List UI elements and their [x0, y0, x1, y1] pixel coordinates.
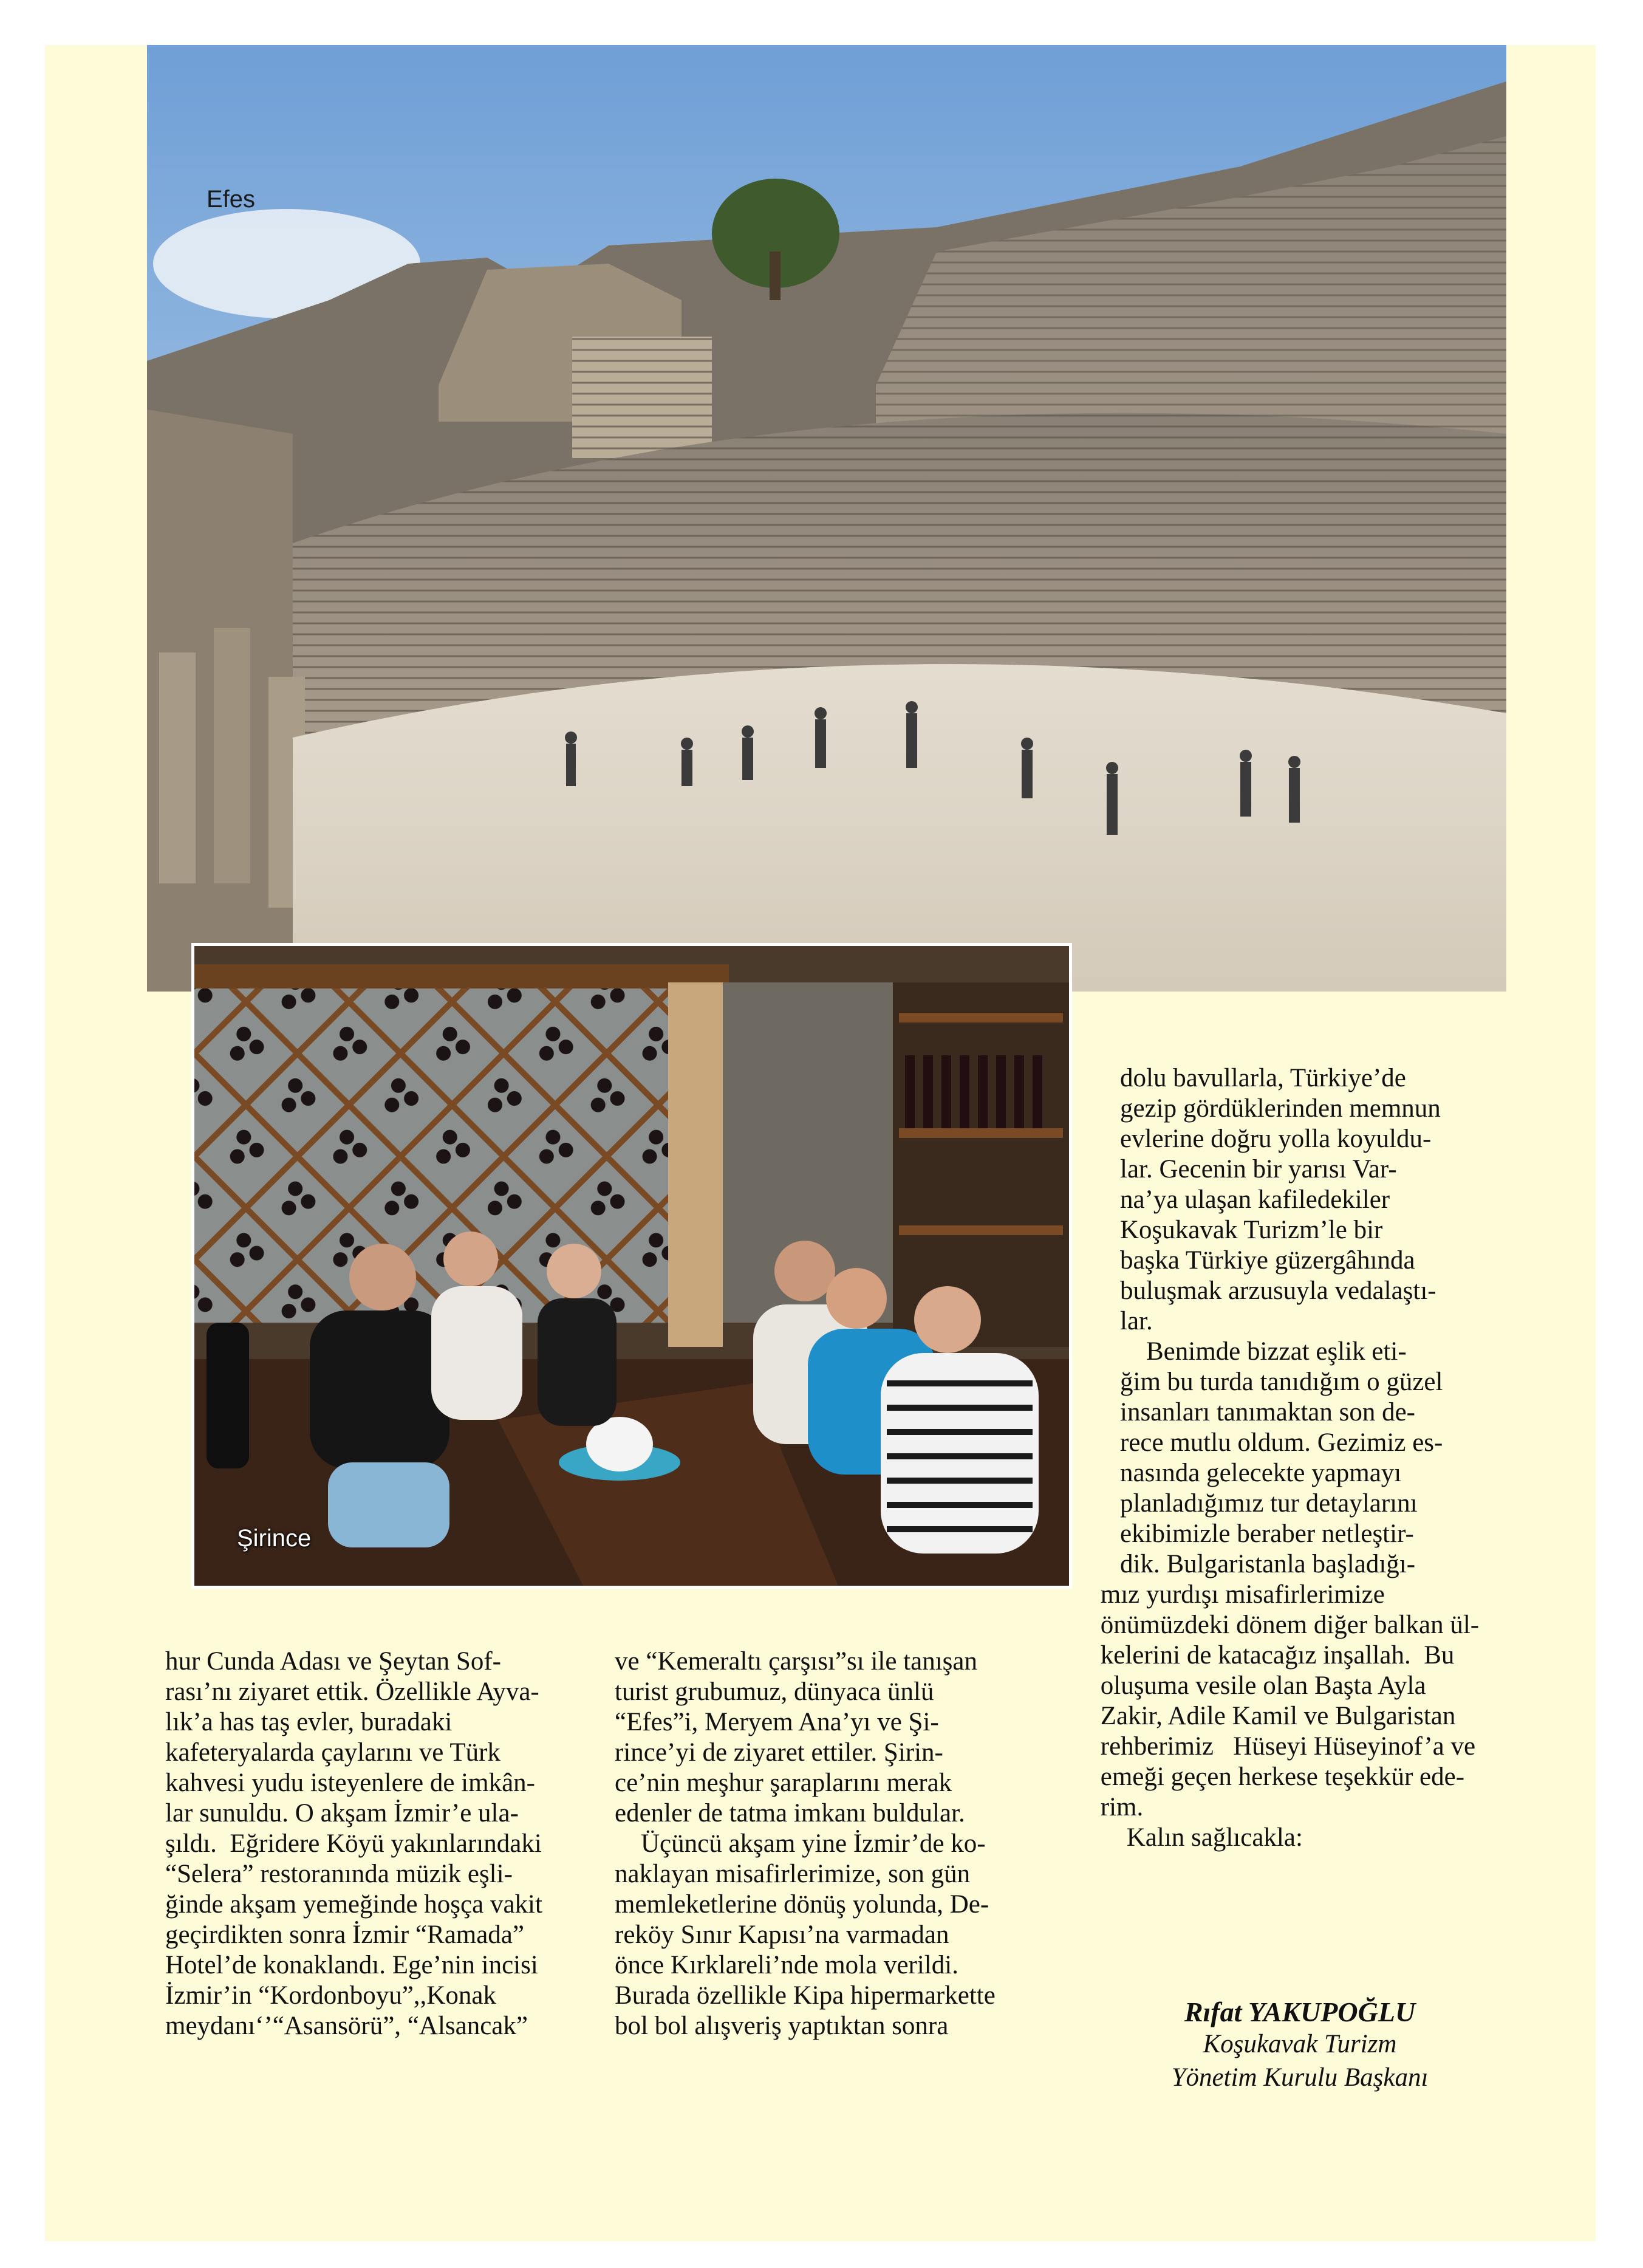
text-line: ekibimizle beraber netleştir-: [1068, 1519, 1414, 1548]
text-line: rehberimiz Hüseyi Hüseyinof’a ve: [1068, 1732, 1476, 1761]
text-line: Benimde bizzat eşlik eti-: [1068, 1337, 1407, 1366]
text-line: lar.: [1068, 1307, 1153, 1335]
article-column-1: [165, 1646, 584, 2041]
text-line: lar. Gecenin bir yarısı Var-: [1068, 1155, 1397, 1184]
text-line: edenler de tatma imkanı buldular.: [615, 1799, 965, 1828]
text-line: emeği geçen herkese teşekkür ede-: [1068, 1763, 1465, 1791]
text-line: lar sunuldu. O akşam İzmir’e ula-: [165, 1799, 519, 1828]
text-line: ğinde akşam yemeğinde hoşça vakit: [165, 1890, 542, 1919]
text-line: başka Türkiye güzergâhında: [1068, 1246, 1415, 1275]
text-line: hur Cunda Adası ve Şeytan Sof-: [165, 1647, 501, 1676]
text-line: nasında gelecekte yapmayı: [1068, 1459, 1402, 1487]
text-line: meydanı‘’“Asansörü”, “Alsancak”: [165, 2012, 528, 2040]
text-line: reköy Sınır Kapısı’na varmadan: [615, 1920, 949, 1949]
text-line: turist grubumuz, dünyaca ünlü: [615, 1677, 934, 1706]
text-line: önümüzdeki dönem diğer balkan ül-: [1068, 1611, 1480, 1639]
text-line: lık’a has taş evler, buradaki: [165, 1708, 453, 1736]
text-line: na’ya ulaşan kafiledekiler: [1068, 1185, 1390, 1214]
efes-caption: Efes: [207, 186, 256, 213]
text-line: “Efes”i, Meryem Ana’yı ve Şi-: [615, 1708, 939, 1736]
signature-name: Rıfat YAKUPOĞLU: [1184, 1996, 1416, 2027]
text-line: bol bol alışveriş yaptıktan sonra: [615, 2012, 949, 2040]
text-line: İzmir’in “Kordonboyu”,,Konak: [165, 1981, 496, 2010]
text-line: mız yurdışı misafirlerimize: [1068, 1580, 1385, 1609]
article-column-2: [615, 1646, 1034, 2041]
sirince-wine-shop-photo: [191, 943, 1072, 1589]
text-line: gezip gördüklerinden memnun: [1068, 1094, 1441, 1123]
text-line: rince’yi de ziyaret ettiler. Şirin-: [615, 1738, 943, 1767]
text-line: Zakir, Adile Kamil ve Bulgaristan: [1068, 1702, 1456, 1730]
text-line: “Selera” restoranında müzik eşli-: [165, 1860, 513, 1888]
sirince-caption: Şirince: [237, 1525, 312, 1552]
text-line: Kalın sağlıcakla:: [1068, 1823, 1303, 1852]
text-line: evlerine doğru yolla koyuldu-: [1068, 1125, 1432, 1153]
text-line: Üçüncü akşam yine İzmir’de ko-: [615, 1829, 986, 1858]
text-line: oluşuma vesile olan Başta Ayla: [1068, 1671, 1426, 1700]
text-line: geçirdikten sonra İzmir “Ramada”: [165, 1920, 524, 1949]
signature-role: Yönetim Kurulu Başkanı: [1171, 2063, 1429, 2092]
text-line: rim.: [1068, 1793, 1144, 1821]
text-line: kahvesi yudu isteyenlere de imkân-: [165, 1769, 535, 1797]
text-line: dik. Bulgaristanla başladığı-: [1068, 1550, 1416, 1578]
text-line: kafeteryalarda çaylarını ve Türk: [165, 1738, 500, 1767]
text-line: memleketlerine dönüş yolunda, De-: [615, 1890, 989, 1919]
efes-theatre-photo: [147, 45, 1506, 992]
text-line: Koşukavak Turizm’le bir: [1068, 1216, 1383, 1244]
text-line: kelerini de katacağız inşallah. Bu: [1068, 1641, 1455, 1670]
signature-company: Koşukavak Turizm: [1203, 2030, 1397, 2058]
text-line: önce Kırklareli’nde mola verildi.: [615, 1951, 958, 1979]
article-column-3: [1068, 1063, 1493, 1853]
text-line: naklayan misafirlerimize, son gün: [615, 1860, 971, 1888]
text-line: rası’nı ziyaret ettik. Özellikle Ayva-: [165, 1677, 539, 1706]
text-line: ce’nin meşhur şaraplarını merak: [615, 1769, 952, 1797]
text-line: dolu bavullarla, Türkiye’de: [1068, 1064, 1406, 1092]
text-line: Hotel’de konaklandı. Ege’nin incisi: [165, 1951, 538, 1979]
text-line: ğim bu turda tanıdığım o güzel: [1068, 1368, 1443, 1396]
text-line: insanları tanımaktan son de-: [1068, 1398, 1415, 1427]
text-line: rece mutlu oldum. Gezimiz es-: [1068, 1428, 1443, 1457]
text-line: Burada özellikle Kipa hipermarkette: [615, 1981, 996, 2010]
text-line: şıldı. Eğridere Köyü yakınlarındaki: [165, 1829, 542, 1858]
text-line: buluşmak arzusuyla vedalaştı-: [1068, 1276, 1436, 1305]
text-line: ve “Kemeraltı çarşısı”sı ile tanışan: [615, 1647, 977, 1676]
text-line: planladığımız tur detaylarını: [1068, 1489, 1418, 1518]
